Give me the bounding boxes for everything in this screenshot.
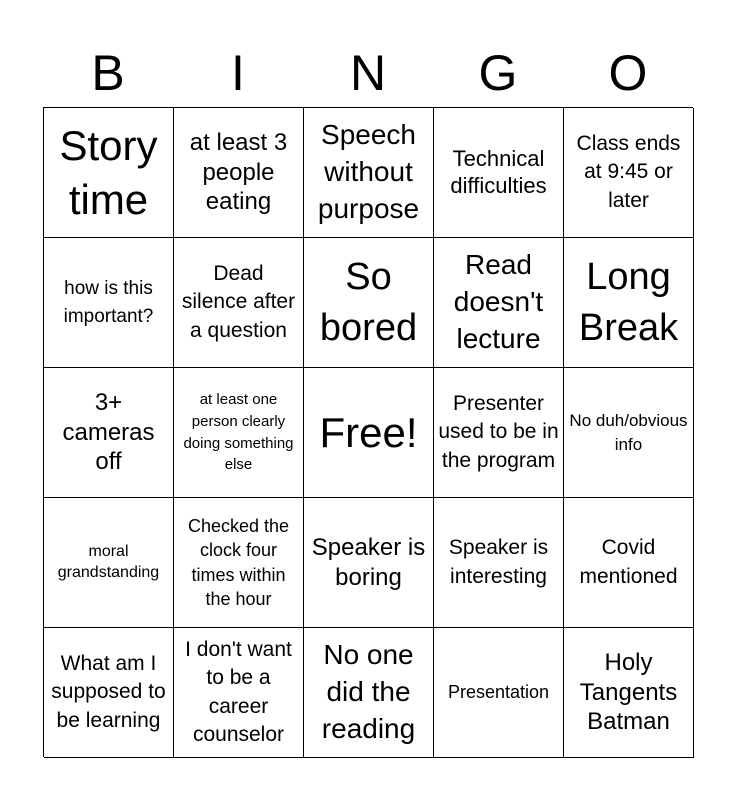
bingo-cell-r2c3[interactable]	[304, 238, 434, 368]
bingo-cell-r5c5[interactable]	[564, 628, 694, 758]
cell-label: Holy Tangents Batman	[579, 648, 678, 736]
cell-label: Long Break	[578, 255, 679, 349]
cell-label: Presenter used to be in the program	[438, 391, 559, 472]
cell-label: Read doesn't lecture	[453, 249, 544, 354]
bingo-cell-r1c3[interactable]	[304, 108, 434, 238]
cell-label: Technical difficulties	[450, 146, 547, 198]
bingo-cell-r2c2[interactable]	[174, 238, 304, 368]
bingo-cell-r1c2[interactable]	[174, 108, 304, 238]
bingo-cell-r4c5[interactable]	[564, 498, 694, 628]
cell-label: No one did the reading	[321, 639, 416, 744]
bingo-cell-r3c3[interactable]	[304, 368, 434, 498]
cell-label: Speaker is interesting	[448, 536, 549, 588]
bingo-cell-r5c4[interactable]	[434, 628, 564, 758]
bingo-cell-r5c3[interactable]	[304, 628, 434, 758]
bingo-cell-r4c2[interactable]	[174, 498, 304, 628]
header-letter-b: B	[91, 45, 125, 101]
header-letter-g: G	[478, 45, 518, 101]
cell-label: 3+ cameras off	[62, 388, 155, 476]
bingo-cell-r5c1[interactable]	[44, 628, 174, 758]
cell-label: Covid mentioned	[579, 536, 678, 588]
cell-label: What am I supposed to be learning	[51, 651, 166, 732]
bingo-cell-r2c4[interactable]	[434, 238, 564, 368]
bingo-card-grid	[43, 107, 693, 757]
cell-label: Speaker is boring	[311, 533, 426, 591]
bingo-header	[43, 40, 693, 106]
cell-label: at least 3 people eating	[189, 128, 288, 216]
cell-label: Class ends at 9:45 or later	[576, 131, 681, 212]
header-letter-i: I	[231, 45, 245, 101]
cell-label: No duh/obvious info	[569, 410, 688, 454]
cell-label: how is this important?	[63, 277, 154, 327]
cell-label: Presentation	[447, 682, 550, 703]
cell-label: So bored	[319, 255, 418, 349]
header-letter-n: N	[349, 45, 387, 101]
bingo-cell-r1c1[interactable]	[44, 108, 174, 238]
cell-label: Dead silence after a question	[181, 261, 296, 342]
header-letter-o: O	[608, 45, 648, 101]
bingo-cell-r3c2[interactable]	[174, 368, 304, 498]
bingo-cell-r1c5[interactable]	[564, 108, 694, 238]
cell-label: Checked the clock four times within the hour	[187, 515, 290, 609]
bingo-cell-r3c4[interactable]	[434, 368, 564, 498]
bingo-cell-r4c4[interactable]	[434, 498, 564, 628]
bingo-cell-r5c2[interactable]	[174, 628, 304, 758]
bingo-cell-r2c1[interactable]	[44, 238, 174, 368]
bingo-cell-r3c1[interactable]	[44, 368, 174, 498]
cell-label: at least one person clearly doing something else	[183, 391, 294, 474]
bingo-cell-r4c1[interactable]	[44, 498, 174, 628]
cell-label: Story time	[59, 121, 158, 223]
cell-label: I don't want to be a career counselor	[185, 637, 292, 746]
cell-label: Speech without purpose	[317, 119, 420, 224]
bingo-cell-r2c5[interactable]	[564, 238, 694, 368]
bingo-cell-r3c5[interactable]	[564, 368, 694, 498]
cell-label: Free!	[319, 408, 418, 456]
bingo-cell-r4c3[interactable]	[304, 498, 434, 628]
bingo-cell-r1c4[interactable]	[434, 108, 564, 238]
cell-label: moral grandstanding	[57, 542, 160, 581]
